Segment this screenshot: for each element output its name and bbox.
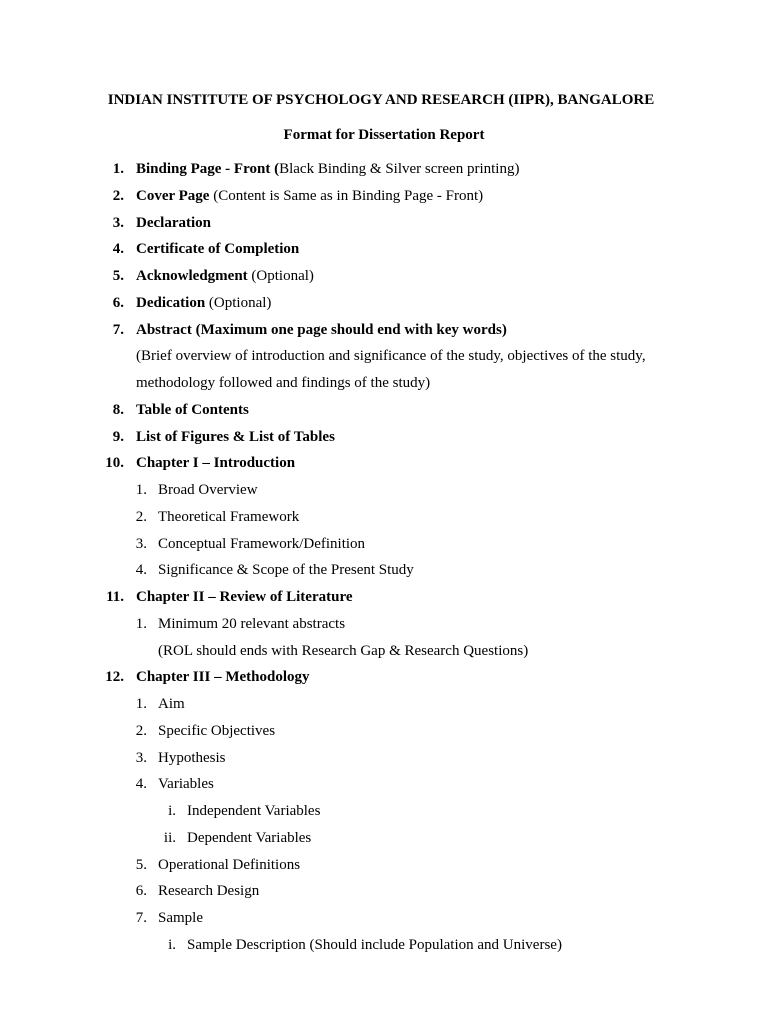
sub-item (0, 828, 768, 848)
item-detail: methodology followed and findings of the study) (136, 375, 431, 391)
item-heading: Chapter II – Review of Literature (136, 589, 353, 605)
sub-item (0, 534, 768, 554)
item-detail: Aim (158, 696, 185, 712)
list-number: 3. (112, 215, 124, 231)
item-heading: Abstract (Maximum one page should end with key words) (136, 322, 507, 338)
list-number: ii. (163, 830, 176, 846)
sub-item (0, 881, 768, 901)
list-text (136, 373, 430, 393)
sub-item (0, 480, 768, 500)
item-detail: (Optional) (247, 268, 314, 284)
list-number: 3. (135, 750, 147, 766)
list-text (136, 320, 507, 340)
sub-item (0, 507, 768, 527)
list-text (158, 641, 528, 661)
item-heading: Binding Page - Front ( (136, 161, 280, 177)
item-detail: (Content is Same as in Binding Page - Front) (209, 188, 484, 204)
list-text (158, 774, 214, 794)
item-note (0, 346, 768, 366)
list-number: 4. (112, 241, 124, 257)
list-number: 10. (105, 455, 124, 471)
list-text (187, 828, 311, 848)
item-detail: Variables (158, 776, 214, 792)
item-detail: Conceptual Framework/Definition (158, 536, 366, 552)
item-detail: Hypothesis (158, 750, 226, 766)
list-text (158, 908, 203, 928)
list-item (0, 320, 768, 340)
list-text (158, 881, 259, 901)
item-detail: Independent Variables (187, 803, 321, 819)
list-text (158, 534, 365, 554)
item-heading: Acknowledgment (136, 268, 248, 284)
sub-item (0, 935, 768, 955)
list-item (0, 587, 768, 607)
list-item (0, 453, 768, 473)
list-item (0, 293, 768, 313)
list-number: 7. (135, 910, 147, 926)
list-text (158, 855, 300, 875)
list-number: 2. (135, 509, 147, 525)
list-number: i. (168, 803, 176, 819)
list-text (136, 400, 249, 420)
item-heading: List of Figures & List of Tables (136, 429, 335, 445)
item-detail: Dependent Variables (187, 830, 312, 846)
item-heading: Chapter I – Introduction (136, 455, 296, 471)
sub-item (0, 855, 768, 875)
list-item (0, 239, 768, 259)
list-text (158, 694, 185, 714)
list-number: 7. (112, 322, 124, 338)
list-number: 1. (112, 161, 124, 177)
list-item (0, 667, 768, 687)
document-title: INDIAN INSTITUTE OF PSYCHOLOGY AND RESEARCH (IIPR), BANGALORE (107, 92, 655, 108)
list-number: 5. (112, 268, 124, 284)
list-item (0, 159, 768, 179)
item-heading: Cover Page (136, 188, 210, 204)
list-number: 9. (112, 429, 124, 445)
list-number: 4. (135, 776, 147, 792)
list-text (158, 614, 345, 634)
list-text (136, 427, 335, 447)
list-number: 6. (135, 883, 147, 899)
list-text (158, 748, 226, 768)
list-item (0, 186, 768, 206)
item-detail: Minimum 20 relevant abstracts (158, 616, 346, 632)
item-detail: Significance & Scope of the Present Study (158, 562, 414, 578)
list-text (158, 480, 258, 500)
list-number: 1. (135, 482, 147, 498)
list-number: 6. (112, 295, 124, 311)
list-number: 1. (135, 696, 147, 712)
item-detail: Theoretical Framework (158, 509, 300, 525)
item-heading: Table of Contents (136, 402, 249, 418)
item-detail: Sample Description (Should include Population and Universe) (187, 937, 562, 953)
item-heading: Certificate of Completion (136, 241, 300, 257)
item-detail: Sample (158, 910, 203, 926)
document-subtitle: Format for Dissertation Report (283, 127, 485, 143)
list-text (136, 213, 211, 233)
list-text (136, 293, 271, 313)
list-text (136, 346, 646, 366)
list-text (136, 453, 295, 473)
list-item (0, 400, 768, 420)
list-text (136, 239, 299, 259)
sub-item (0, 908, 768, 928)
item-detail: Research Design (158, 883, 260, 899)
list-number: 5. (135, 857, 147, 873)
list-text (136, 159, 519, 179)
list-text (136, 667, 309, 687)
item-detail: Specific Objectives (158, 723, 276, 739)
sub-item (0, 694, 768, 714)
list-number: 12. (105, 669, 124, 685)
list-text (136, 266, 314, 286)
item-detail: Broad Overview (158, 482, 258, 498)
list-number: 11. (106, 589, 124, 605)
sub-item (0, 721, 768, 741)
list-text (158, 507, 299, 527)
list-item (0, 427, 768, 447)
list-text (187, 935, 562, 955)
list-number: i. (168, 937, 176, 953)
item-heading: Chapter III – Methodology (136, 669, 310, 685)
list-text (158, 560, 414, 580)
list-text (136, 186, 483, 206)
list-text (187, 801, 320, 821)
item-detail: (Brief overview of introduction and significance of the study, objectives of the study, (136, 348, 646, 364)
sub-item (0, 801, 768, 821)
sub-item (0, 560, 768, 580)
item-heading: Dedication (136, 295, 206, 311)
item-detail: Black Binding & Silver screen printing) (279, 161, 520, 177)
sub-item (0, 748, 768, 768)
list-number: 2. (135, 723, 147, 739)
sub-item (0, 774, 768, 794)
item-note (0, 373, 768, 393)
list-number: 4. (135, 562, 147, 578)
list-number: 1. (135, 616, 147, 632)
list-item (0, 266, 768, 286)
item-detail: (ROL should ends with Research Gap & Research Questions) (158, 643, 529, 659)
list-text (158, 721, 275, 741)
list-text (136, 587, 353, 607)
item-detail: (Optional) (205, 295, 272, 311)
item-detail: Operational Definitions (158, 857, 301, 873)
sub-item (0, 614, 768, 634)
list-number: 8. (112, 402, 124, 418)
sub-item-note (0, 641, 768, 661)
item-heading: Declaration (136, 215, 211, 231)
list-number: 2. (112, 188, 124, 204)
list-number: 3. (135, 536, 147, 552)
list-item (0, 213, 768, 233)
